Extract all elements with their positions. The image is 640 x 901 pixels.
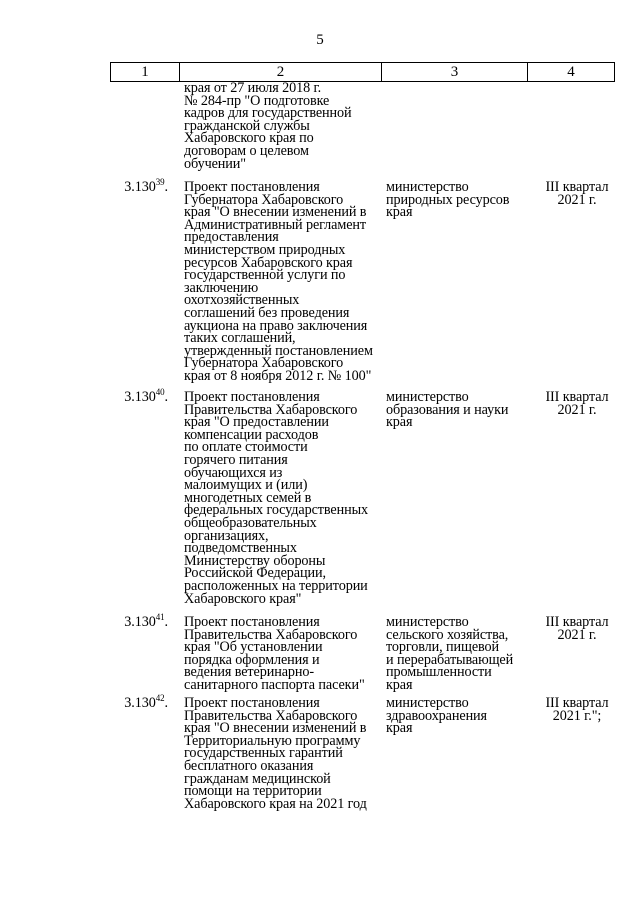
text-line: обучении" [184, 155, 246, 172]
responsible-organization: министерство природных ресурсов края [386, 179, 510, 221]
page-number: 5 [316, 32, 324, 48]
text-line: края от 27 июля 2018 г. [184, 80, 322, 96]
deadline: III квартал 2021 г. [545, 614, 609, 643]
document-title: Проект постановления Правительства Хабаровского края "О внесении изменений в Территориальную программу государственных гарантий бесплатного оказания гражданам медицинской помощи на территории Хабаровского края на 2021 год [184, 695, 367, 812]
column-header-table [110, 62, 615, 82]
row-number: 3.130$^{40}$. [124, 387, 168, 405]
text-line: Хабаровского края по [184, 130, 314, 147]
deadline: III квартал 2021 г. [545, 179, 609, 208]
document-title: Проект постановления Правительства Хабаровского края "Об установлении порядка оформления и ведения ветеринарно- санитарного паспорта пасеки" [184, 614, 365, 693]
text-line: № 284-пр "О подготовке [184, 92, 330, 109]
column-header-4: 4 [528, 63, 615, 82]
row-number: 3.130$^{39}$. [124, 177, 168, 195]
row-number: 3.130$^{42}$. [124, 693, 168, 711]
responsible-organization: министерство образования и науки края [386, 389, 509, 431]
deadline: III квартал 2021 г. [545, 389, 609, 418]
text-line: договорам о целевом [184, 142, 309, 159]
document-title: Проект постановления Губернатора Хабаровского края "О внесении изменений в Административный регламент предоставления министерством природных ресурсов Хабаровского края государственной услуги по заключению охотхозяйственных соглашений без проведения аукциона на право заключения таких соглашений, утвержденный постановлением Губернатора Хабаровского края от 8 ноября 2012 г. № 100" [184, 179, 373, 384]
column-header-1: 1 [111, 63, 180, 82]
responsible-organization: министерство сельского хозяйства, торговли, пищевой и перерабатывающей промышленности края [386, 614, 514, 693]
document-title: Проект постановления Правительства Хабаровского края "О предоставлении компенсации расходов по оплате стоимости горячего питания обучающихся из малоимущих и (или) многодетных семей в федеральных государственных общеобразовательных организациях, подведомственных Министерству обороны Российской Федерации, расположенных на территории Хабаровского края" [184, 389, 369, 607]
column-header-2: 2 [180, 63, 382, 82]
deadline: III квартал 2021 г."; [545, 695, 609, 724]
responsible-organization: министерство здравоохранения края [386, 695, 487, 737]
continuation-text [184, 82, 352, 170]
row-number: 3.130$^{41}$. [124, 612, 168, 630]
text-line: гражданской службы [184, 117, 310, 134]
column-header-3: 3 [382, 63, 528, 82]
text-line: кадров для государственной [184, 105, 352, 122]
